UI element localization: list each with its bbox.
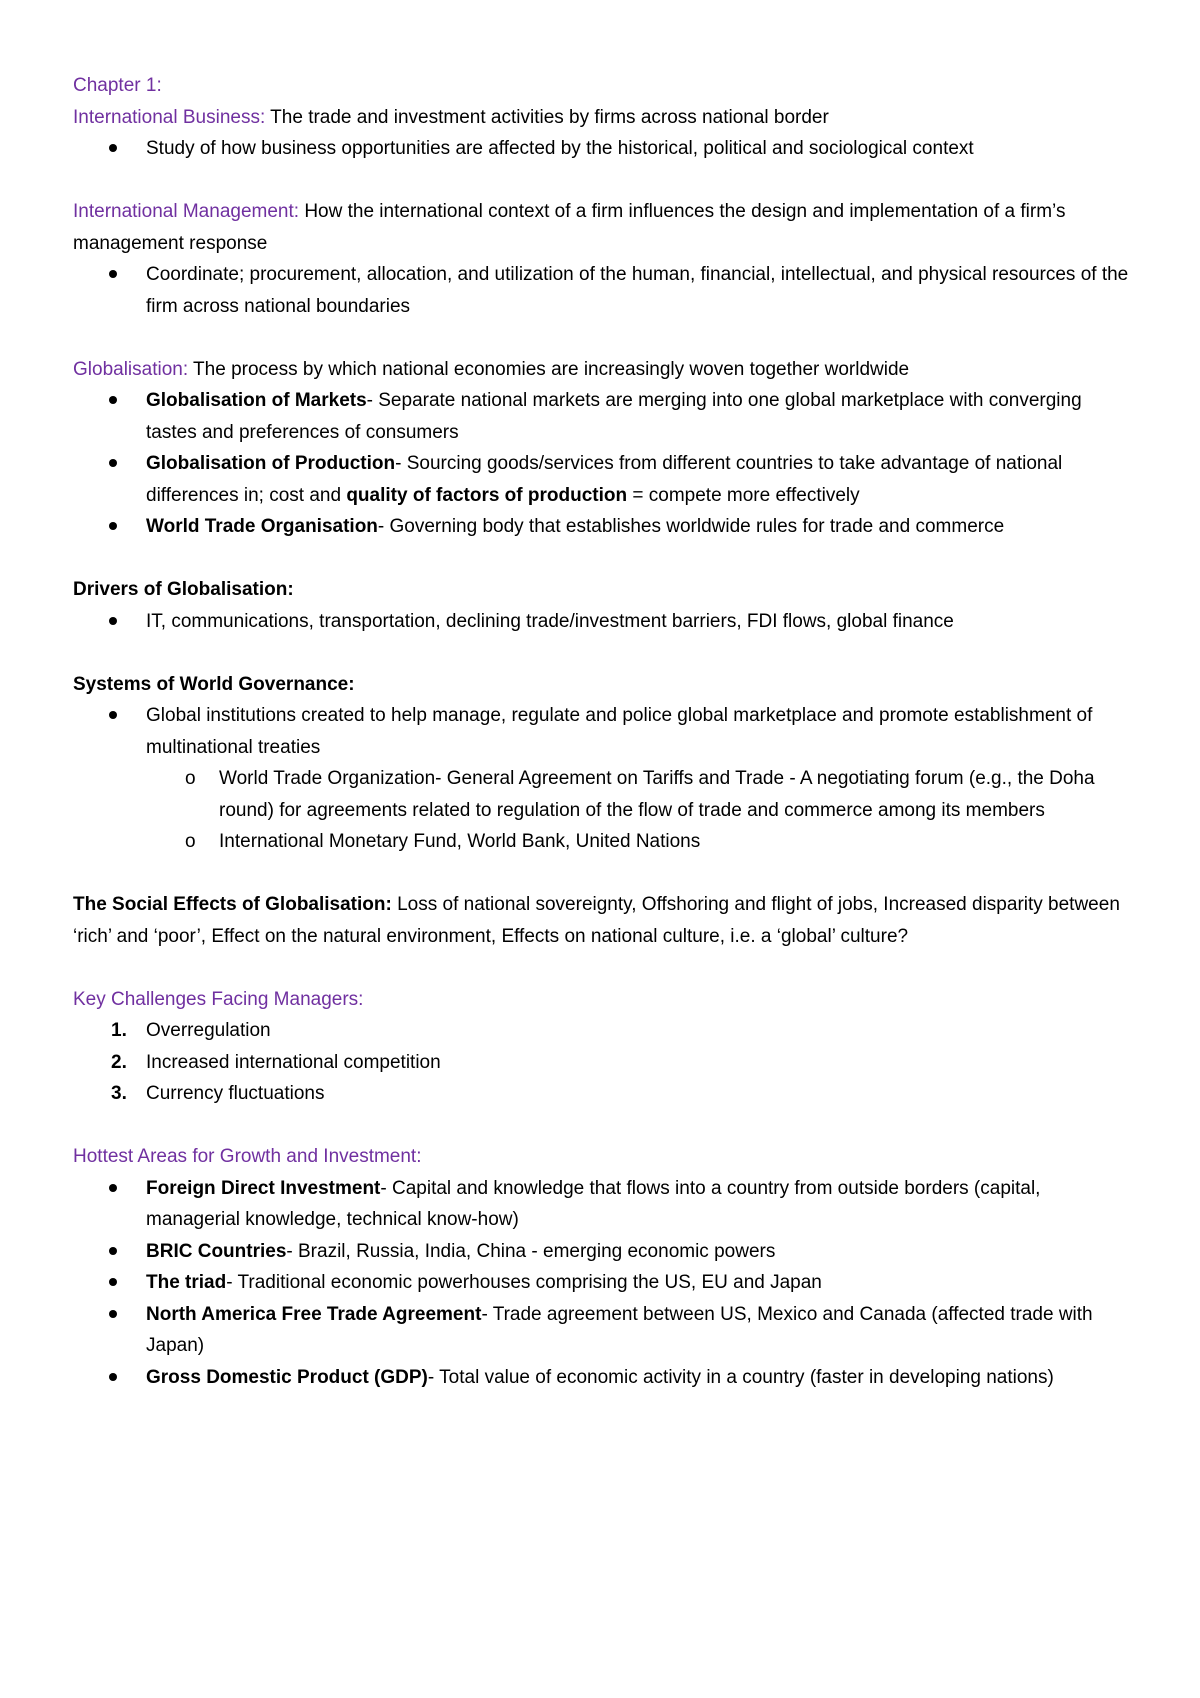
list-item bbox=[73, 1173, 1133, 1236]
list-item bbox=[73, 1362, 1133, 1394]
list-item-text: - Brazil, Russia, India, China - emerging economic powers bbox=[286, 1240, 776, 1262]
intl-management-section bbox=[73, 196, 1133, 322]
list-item-term: Gross Domestic Product (GDP) bbox=[146, 1366, 428, 1388]
globalisation-term: Globalisation: bbox=[73, 358, 189, 380]
intl-management-term: International Management: bbox=[73, 201, 300, 222]
numbered-item bbox=[73, 1015, 1133, 1047]
list-item-term: Globalisation of Production bbox=[146, 453, 396, 474]
list-item bbox=[73, 1299, 1133, 1362]
sub-bullet-marker: o bbox=[185, 831, 196, 852]
list-item: IT, communications, transportation, declining trade/investment barriers, FDI flows, global finance bbox=[73, 606, 1133, 638]
social-effects-paragraph bbox=[73, 889, 1133, 952]
intl-business-term: International Business: bbox=[73, 106, 266, 128]
list-item-term: Globalisation of Markets bbox=[146, 390, 367, 411]
numbered-item bbox=[73, 1078, 1133, 1110]
list-item-text: - Traditional economic powerhouses comprising the US, EU and Japan bbox=[226, 1272, 822, 1293]
list-item-text: - Governing body that establishes worldwide rules for trade and commerce bbox=[377, 516, 1005, 537]
hottest-section bbox=[73, 1141, 1133, 1393]
list-item-text: - Sourcing goods/services from different countries to take advantage of national differences in; cost and bbox=[146, 453, 1063, 506]
governance-section bbox=[73, 669, 1133, 858]
social-effects-term: The Social Effects of Globalisation: bbox=[73, 894, 392, 915]
list-item bbox=[73, 511, 1133, 543]
list-item-text: - Trade agreement between US, Mexico and Canada (affected trade with Japan) bbox=[146, 1303, 1093, 1356]
numbered-item-text: Overregulation bbox=[146, 1020, 271, 1041]
list-item bbox=[73, 1267, 1133, 1299]
list-item: Global institutions created to help manage, regulate and police global marketplace and promote establishment of multinational treaties bbox=[73, 700, 1133, 763]
intl-management-text: How the international context of a firm influences the design and implementation of a firm’s management response bbox=[73, 201, 1066, 254]
sub-bullet-marker: o bbox=[185, 768, 196, 789]
list-item bbox=[73, 448, 1133, 511]
item-number: 1. bbox=[111, 1020, 127, 1041]
list-item-term: North America Free Trade Agreement bbox=[146, 1303, 482, 1325]
sub-list-item bbox=[73, 826, 1133, 858]
governance-heading: Systems of World Governance: bbox=[73, 673, 355, 695]
list-item-term: World Trade Organisation bbox=[146, 516, 378, 537]
globalisation-section bbox=[73, 354, 1133, 543]
sub-list-item bbox=[73, 763, 1133, 826]
list-item-text: - Capital and knowledge that flows into a country from outside borders (capital, managerial knowledge, technical know-how) bbox=[146, 1177, 1041, 1230]
drivers-section bbox=[73, 574, 1133, 637]
intl-management-definition bbox=[73, 196, 1133, 259]
list-item: Coordinate; procurement, allocation, and utilization of the human, financial, intellectual, and physical resources of the firm across national boundaries bbox=[73, 259, 1133, 322]
list-item-text-end: = compete more effectively bbox=[627, 484, 860, 506]
list-item bbox=[73, 385, 1133, 448]
item-number: 3. bbox=[111, 1083, 127, 1104]
item-number: 2. bbox=[111, 1051, 127, 1073]
challenges-heading: Key Challenges Facing Managers: bbox=[73, 988, 364, 1010]
numbered-item bbox=[73, 1047, 1133, 1079]
document-page bbox=[73, 70, 1133, 1393]
list-item-term: BRIC Countries bbox=[146, 1240, 287, 1262]
drivers-heading: Drivers of Globalisation: bbox=[73, 579, 294, 600]
list-item-text: - Separate national markets are merging into one global marketplace with converging tastes and preferences of consumers bbox=[146, 390, 1082, 443]
sub-list-item-text: International Monetary Fund, World Bank, United Nations bbox=[219, 831, 701, 852]
list-item-text: - Total value of economic activity in a country (faster in developing nations) bbox=[427, 1366, 1054, 1388]
globalisation-text: The process by which national economies are increasingly woven together worldwide bbox=[188, 358, 910, 380]
challenges-section bbox=[73, 984, 1133, 1110]
list-item-term-inline: quality of factors of production bbox=[346, 484, 628, 506]
globalisation-definition bbox=[73, 354, 1133, 386]
list-item-term: Foreign Direct Investment bbox=[146, 1177, 381, 1199]
intl-business-definition bbox=[73, 102, 1133, 134]
list-item: Study of how business opportunities are affected by the historical, political and sociological context bbox=[73, 133, 1133, 165]
numbered-item-text: Increased international competition bbox=[146, 1051, 441, 1073]
sub-list-item-text: World Trade Organization- General Agreement on Tariffs and Trade - A negotiating forum (e.g., the Doha round) for agreements related to regulation of the flow of trade and commerce among its members bbox=[219, 768, 1095, 821]
intl-business-text: The trade and investment activities by firms across national border bbox=[265, 106, 829, 128]
numbered-item-text: Currency fluctuations bbox=[146, 1083, 325, 1104]
hottest-heading: Hottest Areas for Growth and Investment: bbox=[73, 1146, 422, 1167]
chapter-heading: Chapter 1: bbox=[73, 75, 162, 96]
social-effects-text: Loss of national sovereignty, Offshoring and flight of jobs, Increased disparity between ‘rich’ and ‘poor’, Effect on the natural environment, Effects on national culture, i.e. a ‘global’ culture? bbox=[73, 894, 1120, 947]
list-item-term: The triad bbox=[146, 1272, 227, 1293]
list-item bbox=[73, 1236, 1133, 1268]
intl-business-section bbox=[73, 102, 1133, 165]
